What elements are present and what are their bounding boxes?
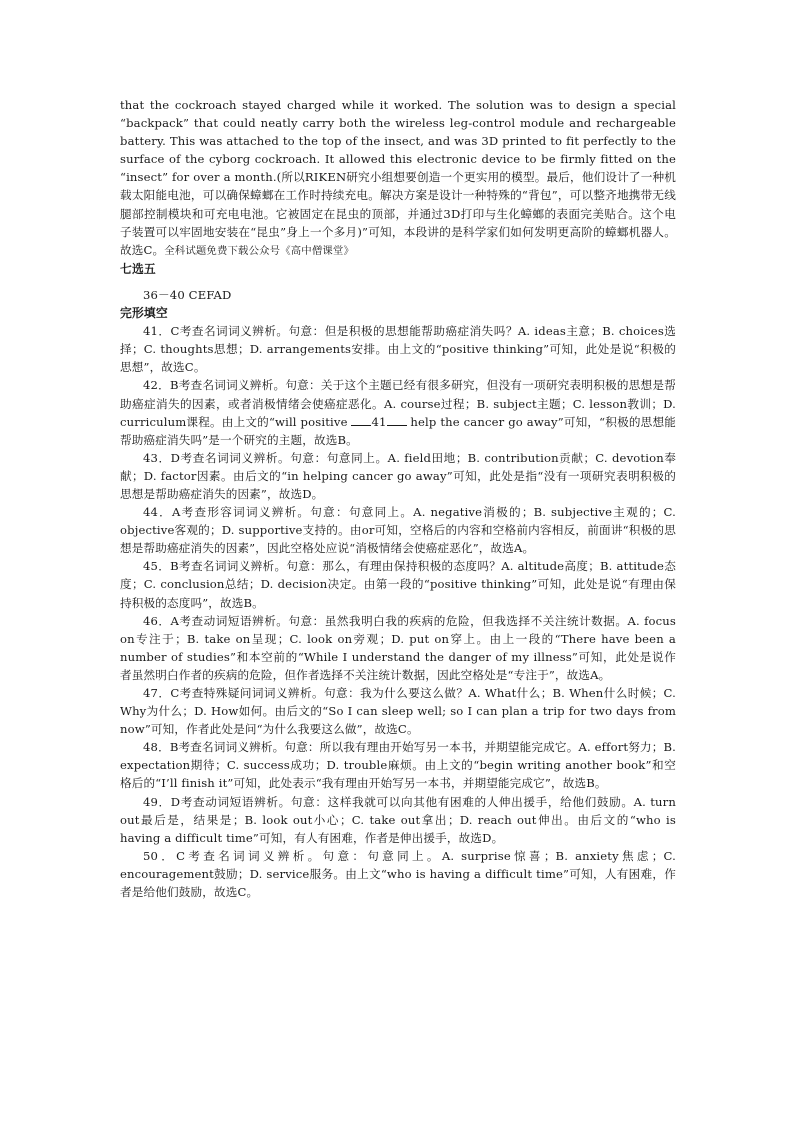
answer-item-46: 46．A考查动词短语辨析。句意：虽然我明白我的疾病的危险，但我选择不关注统计数据。A. focus on专注于；B. take on呈现；C. look on旁观；D. put on穿上。由上一段的“There have been a number of studies”和本空前的“While I understand the danger of my illness”可知，此处是说作者虽然明白作者的疾病的危险，但作者选择不关注统计数据，因此空格处是“专注于”，故选A。: [120, 613, 676, 682]
intro-text: that the cockroach stayed charged while it worked. The solution was to design a special “backpack” that could neatly carry both the wireless leg-control module and rechargeable battery. This was attached to the top of the insect, and was 3D printed to fit perfectly to the surface of the cyborg cockroach. It allowed this electronic device to be firmly fitted on the “insect” for over a month.(所以RIKEN研究小组想要创造一个更实用的模型。最后，他们设计了一种机载太阳能电池，可以确保蟑螂在工作时持续充电。解决方案是设计一种特殊的“背包”，可以整齐地携带无线腿部控制模块和可充电电池。它被固定在昆虫的顶部，并通过3D打印与生化蟑螂的表面完美贴合。这个电子装置可以牢固地安装在“昆虫”身上一个多月)”可知，本段讲的是科学家们如何发明更高阶的蟑螂机器人。故选C。: [120, 98, 676, 257]
document-page: [120, 96, 676, 901]
answer-item-49: 49．D考查动词短语辨析。句意：这样我就可以向其他有困难的人伸出援手，给他们鼓励。A. turn out最后是，结果是；B. look out小心；C. take out拿出；D. reach out伸出。由后文的“who is having a difficult time”可知，有人有困难，作者是伸出援手，故选D。: [120, 794, 676, 845]
answer-item-48: 48．B考查名词词义辨析。句意：所以我有理由开始写另一本书，并期望能完成它。A. effort努力；B. expectation期待；C. success成功；D. trouble麻烦。由上文的“begin writing another book”和空格后的“I’ll finish it”可知，此处表示“我有理由开始写另一本书，并期望能完成它”，故选B。: [120, 740, 676, 791]
answer-item-42: [120, 376, 676, 448]
spacer: [120, 278, 676, 286]
answer-item-44: 44．A考查形容词词义辨析。句意：句意同上。A. negative消极的；B. subjective主观的；C. objective客观的；D. supportive支持的。由or可知，空格后的内容和空格前内容相反，前面讲“积极的思想是帮助癌症消失的因素”，因此空格处应说“消极情绪会使癌症恶化”，故选A。: [120, 505, 676, 556]
answer-item-45: 45．B考查名词词义辨析。句意：那么，有理由保持积极的态度吗？A. altitude高度；B. attitude态度；C. conclusion总结；D. decision决定。由第一段的“positive thinking”可知，此处是说“有理由保持积极的态度吗”，故选B。: [120, 559, 676, 610]
intro-note: 全科试题免费下载公众号《高中僧课堂》: [164, 244, 354, 257]
answer-item-50: 50．C考查名词词义辨析。句意：句意同上。A. surprise惊喜；B. anxiety焦虑；C. encouragement鼓励；D. service服务。由上文“who is having a difficult time”可知，人有困难，作者是给他们鼓励，故选C。: [120, 848, 676, 900]
answer-item-43: 43．D考查名词词义辨析。句意：句意同上。A. field田地；B. contribution贡献；C. devotion奉献；D. factor因素。由后文的“in helping cancer go away”可知，此处是指“没有一项研究表明积极的思想是帮助癌症消失的因素”，故选D。: [120, 450, 676, 501]
intro-paragraph: [120, 96, 676, 260]
section-heading-seven-choose-five: 七选五: [120, 261, 156, 276]
answer-item-41: 41．C考查名词词义辨析。句意：但是积极的思想能帮助癌症消失吗？A. ideas主意；B. choices选择；C. thoughts思想；D. arrangements安排。由上文的“positive thinking”可知，此处是说“积极的思想”，故选C。: [120, 324, 676, 375]
blank-line: [387, 414, 407, 426]
seven-choose-five-answer: 36－40 CEFAD: [143, 287, 232, 302]
answer-item-47: 47．C考查特殊疑问词词义辨析。句意：我为什么要这么做？A. What什么；B. When什么时候；C. Why为什么；D. How如何。由后文的“So I can sleep well; so I can plan a trip for two days from now”可知，作者此处是问“为什么我要这么做”，故选C。: [120, 686, 676, 737]
answer-item-42-text-b: help the cancer go away”可知，“积极的思想能帮助癌症消失吗”是一个研究的主题，故选B。: [120, 414, 676, 447]
answer-item-42-text-a: 42．B考查名词词义辨析。句意：关于这个主题已经有很多研究，但没有一项研究表明积极的思想是帮助癌症消失的因素，或者消极情绪会使癌症恶化。A. course过程；B. subject主题；C. lesson教训；D. curriculum课程。由上文的“will positive: [120, 378, 676, 429]
blank-line: [351, 414, 371, 426]
section-heading-cloze: 完形填空: [120, 306, 168, 321]
blank-number: 41: [371, 414, 387, 429]
